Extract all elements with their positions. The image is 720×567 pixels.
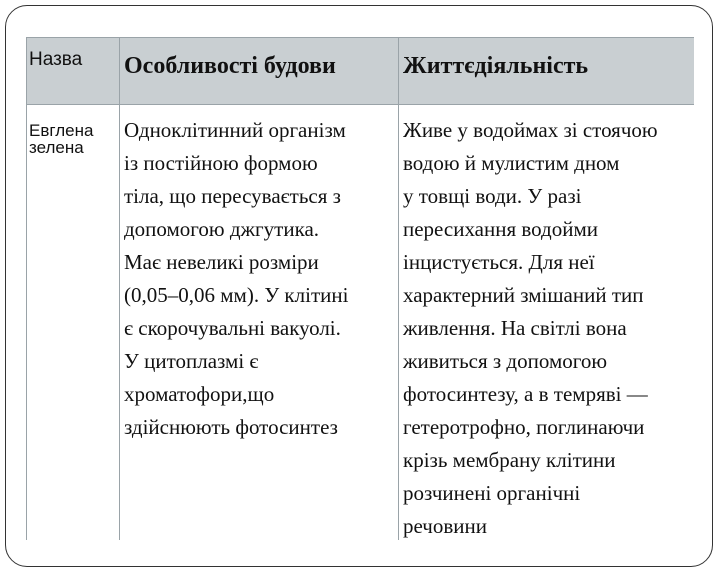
table-row xyxy=(27,105,695,541)
structure-line: допомогою джгутика. xyxy=(124,217,320,241)
life-line: гетеротрофно, поглинаючи xyxy=(403,415,645,439)
name-line: Евглена xyxy=(29,121,94,140)
life-line: Живе у водоймах зі стоячою xyxy=(403,118,658,142)
structure-line: хроматофори,що xyxy=(124,382,275,406)
comparison-table xyxy=(26,37,694,540)
life-line: водою й мулистим дном xyxy=(403,151,620,175)
life-line: характерний змішаний тип xyxy=(403,283,644,307)
header-cell-life xyxy=(399,38,695,105)
structure-line: У цитоплазмі є xyxy=(124,349,259,373)
table-header-row xyxy=(27,38,695,105)
header-cell-name xyxy=(27,38,120,105)
table-container xyxy=(26,37,694,540)
life-line: пересихання водойми xyxy=(403,217,599,241)
structure-line: тіла, що пересувається з xyxy=(124,184,341,208)
life-line: крізь мембрану клітини xyxy=(403,448,616,472)
life-line: живлення. На світлі вона xyxy=(403,316,627,340)
structure-line: (0,05–0,06 мм). У клітині xyxy=(124,283,349,307)
life-line: у товщі води. У разі xyxy=(403,184,582,208)
cell-structure xyxy=(120,105,399,541)
structure-line: із постійною формою xyxy=(124,151,318,175)
life-line: живиться з допомогою xyxy=(403,349,608,373)
cell-life xyxy=(399,105,695,541)
life-line: розчинені органічні xyxy=(403,481,581,505)
life-line: фотосинтезу, а в темряві — xyxy=(403,382,648,406)
cell-name xyxy=(27,105,120,541)
structure-line: Має невеликі розміри xyxy=(124,250,319,274)
structure-line: здійснюють фотосинтез xyxy=(124,415,338,439)
header-life: Життєдіяльність xyxy=(403,53,589,79)
life-line: інцистується. Для неї xyxy=(403,250,595,274)
structure-line: Одноклітинний організм xyxy=(124,118,346,142)
life-line: речовини xyxy=(403,514,487,538)
name-line: зелена xyxy=(29,138,84,157)
header-name: Назва xyxy=(29,49,83,70)
header-cell-structure xyxy=(120,38,399,105)
header-structure: Особливості будови xyxy=(124,53,336,79)
structure-line: є скорочувальні вакуолі. xyxy=(124,316,341,340)
